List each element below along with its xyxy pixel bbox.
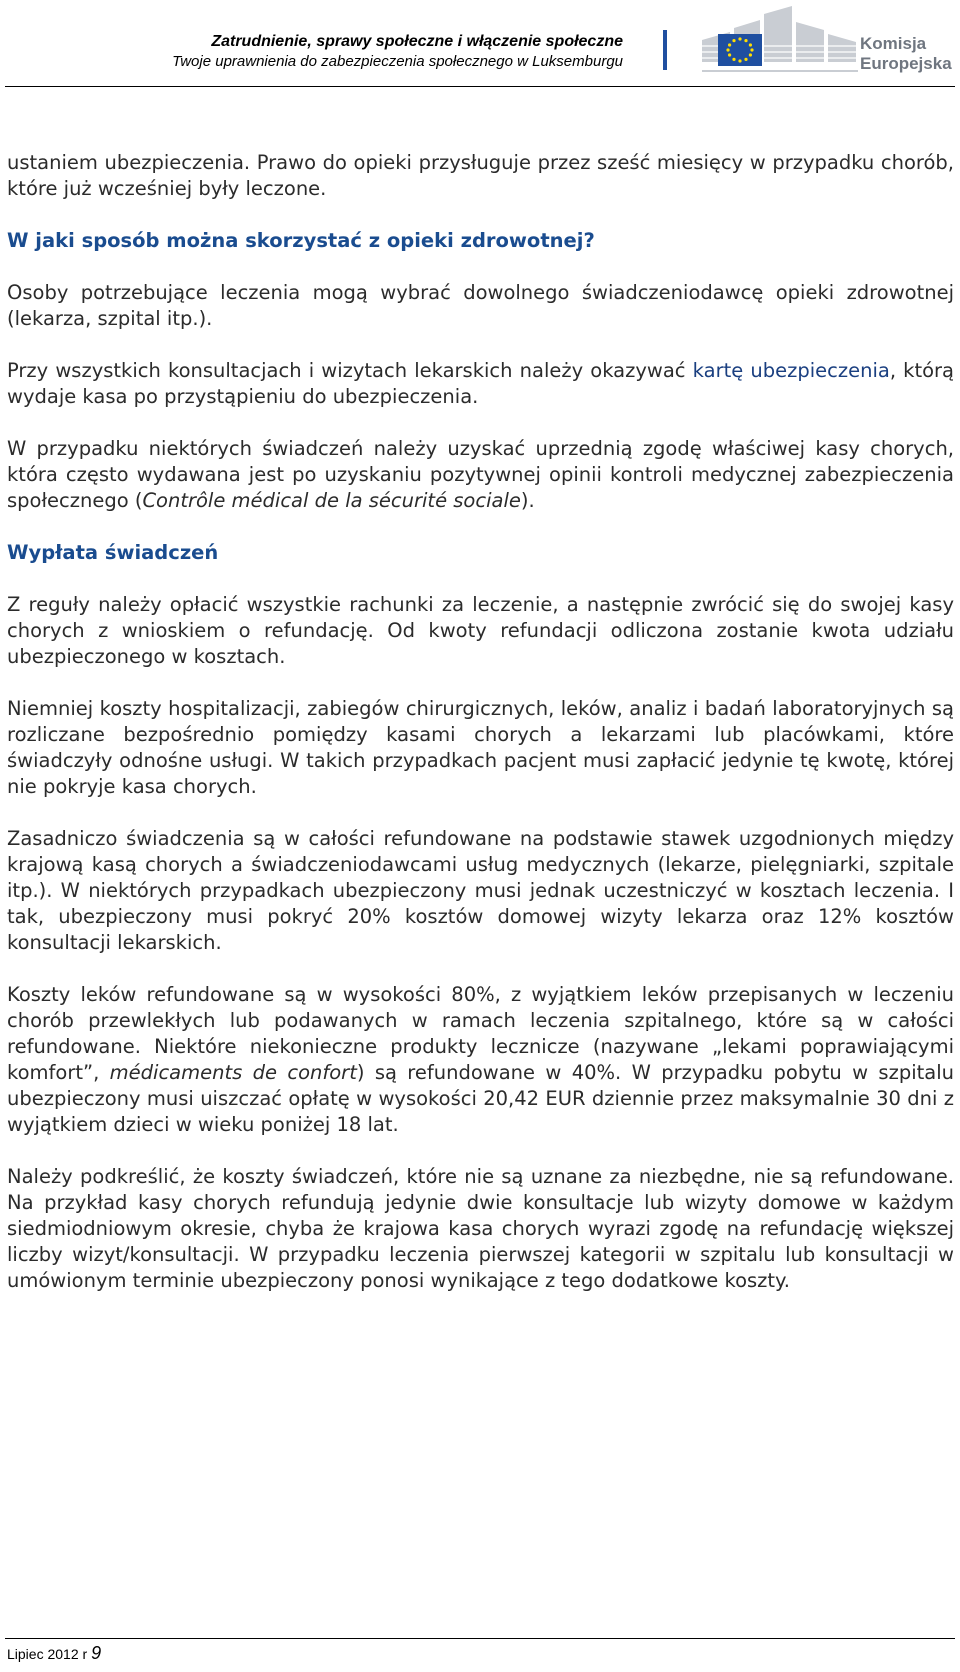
paragraph-8-text-end: ) są refundowane w 40%. W przypadku pobytu w szpitalu ubezpieczony musi uiszczać opłatę w wysokości 20,42 EUR dziennie przez maksymalnie 30 dni z wyjątkiem dzieci w wieku poniżej 18 lat. bbox=[7, 1061, 954, 1136]
header-divider bbox=[663, 30, 667, 70]
header-subtitle: Twoje uprawnienia do zabezpieczenia społecznego w Luksemburgu bbox=[172, 53, 623, 70]
header-rule bbox=[5, 86, 955, 87]
section-heading-payment: Wypłata świadczeń bbox=[7, 541, 219, 564]
paragraph-4 bbox=[7, 436, 954, 514]
header-title-block bbox=[172, 32, 623, 72]
page-footer bbox=[7, 1643, 101, 1664]
paragraph-4-text: W przypadku niektórych świadczeń należy uzyskać uprzednią zgodę właściwej kasy chorych, która często wydawana jest po uzyskaniu pozytywnej opinii kontroli medycznej zabezpieczenia społecznego ( bbox=[7, 437, 954, 512]
european-commission-logo bbox=[700, 2, 958, 80]
paragraph-1: ustaniem ubezpieczenia. Prawo do opieki przysługuje przez sześć miesięcy w przypadku chorób, które już wcześniej były leczone. bbox=[7, 151, 954, 200]
paragraph-4-text-end: ). bbox=[520, 489, 535, 512]
logo-text bbox=[860, 34, 952, 74]
document-body bbox=[7, 150, 954, 1320]
header-title: Zatrudnienie, sprawy społeczne i włączenie społeczne bbox=[211, 33, 623, 50]
page-number: 9 bbox=[91, 1643, 102, 1663]
page-header bbox=[0, 0, 960, 86]
logo-line2: Europejska bbox=[860, 54, 952, 73]
paragraph-6: Niemniej koszty hospitalizacji, zabiegów chirurgicznych, leków, analiz i badań laboratoryjnych są rozliczane bezpośrednio pomiędzy kasami chorych a lekarzami lub placówkami, które świadczyły odnośne usługi. W takich przypadkach pacjent musi zapłacić jedynie tę kwotę, której nie pokryje kasa chorych. bbox=[7, 697, 954, 798]
paragraph-7: Zasadniczo świadczenia są w całości refundowane na podstawie stawek uzgodnionych między krajową kasą chorych a świadczeniodawcami usług medycznych (lekarze, pielęgniarki, szpitale itp.). W niektórych przypadkach ubezpieczony musi jednak uczestniczyć w kosztach leczenia. I tak, ubezpieczony musi pokryć 20% kosztów domowej wizyty lekarza oraz 12% kosztów konsultacji lekarskich. bbox=[7, 827, 954, 954]
paragraph-8-italic: médicaments de confort bbox=[109, 1061, 357, 1084]
paragraph-3-text-end: , którą wydaje kasa po przystąpieniu do ubezpieczenia. bbox=[7, 359, 955, 408]
footer-rule bbox=[5, 1638, 955, 1639]
logo-line1: Komisja bbox=[860, 34, 927, 53]
commission-building-icon bbox=[700, 2, 860, 80]
paragraph-8 bbox=[7, 982, 954, 1138]
paragraph-9: Należy podkreślić, że koszty świadczeń, które nie są uznane za niezbędne, nie są refundowane. Na przykład kasy chorych refundują jedynie dwie konsultacje lub wizyty domowe w każdym siedmiodniowym okresie, chyba że krajowa kasa chorych wyrazi zgodę na refundację większej liczby wizyt/konsultacji. W przypadku leczenia pierwszej kategorii w szpitalu lub konsultacji w umówionym terminie ubezpieczony ponosi wynikające z tego dodatkowe koszty. bbox=[7, 1165, 954, 1292]
footer-date: Lipiec 2012 r bbox=[7, 1646, 88, 1662]
section-heading-access: W jaki sposób można skorzystać z opieki zdrowotnej? bbox=[7, 229, 595, 252]
paragraph-2: Osoby potrzebujące leczenia mogą wybrać dowolnego świadczeniodawcę opieki zdrowotnej (lekarza, szpital itp.). bbox=[7, 281, 954, 330]
paragraph-8-text: Koszty leków refundowane są w wysokości 80%, z wyjątkiem leków przepisanych w leczeniu chorób przewlekłych lub podawanych w ramach leczenia szpitalnego, które są w całości refundowane. Niektóre niekonieczne produkty lecznicze (nazywane „lekami poprawiającymi komfort”, bbox=[7, 983, 954, 1084]
paragraph-5: Z reguły należy opłacić wszystkie rachunki za leczenie, a następnie zwrócić się do swojej kasy chorych z wnioskiem o refundację. Od kwoty refundacji odliczona zostanie kwota udziału ubezpieczonego w kosztach. bbox=[7, 593, 954, 668]
insurance-card-link[interactable]: kartę ubezpieczenia bbox=[692, 359, 890, 382]
paragraph-3-text: Przy wszystkich konsultacjach i wizytach lekarskich należy okazywać bbox=[7, 359, 693, 382]
paragraph-4-italic: Contrôle médical de la sécurité sociale bbox=[142, 489, 521, 512]
paragraph-3 bbox=[7, 358, 954, 410]
